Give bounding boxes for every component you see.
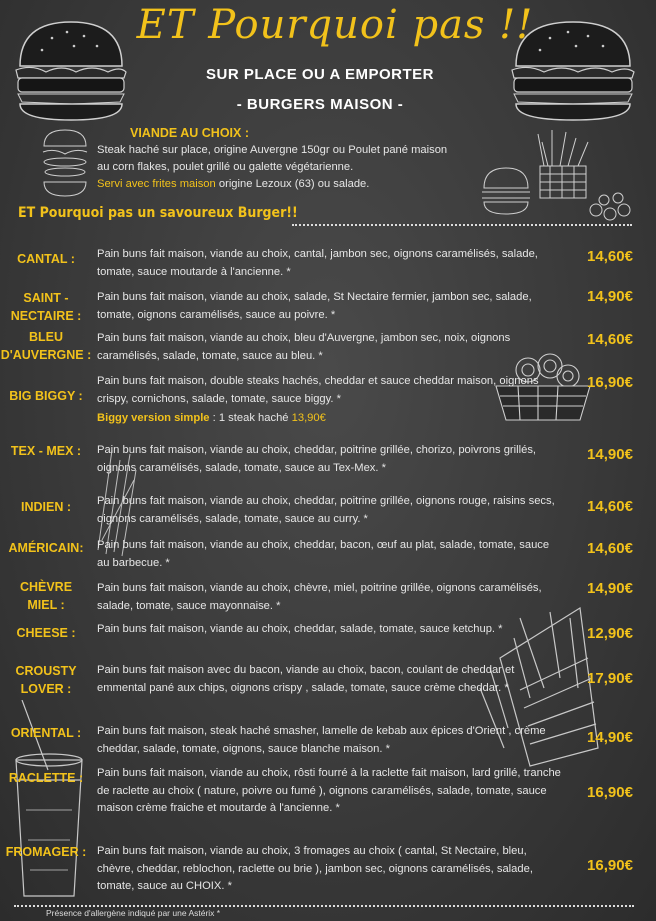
menu-item-name-line: FROMAGER : <box>5 845 87 859</box>
menu-item-description: Pain buns fait maison, viande au choix, chèvre, miel, poitrine grillée, oignons caramélisés, salade, tomate, sauce mayonnaise. * <box>97 582 542 612</box>
menu-item-name <box>0 578 92 614</box>
menu-item-description: Pain buns fait maison, viande au choix, cheddar, poitrine grillée, chorizo, poivrons grillés, oignons caramélisés, salade, tomate, sauce au Tex-Mex. * <box>97 444 537 474</box>
divider <box>14 905 634 907</box>
menu-item-name-line: BIG BIGGY : <box>9 389 83 403</box>
menu-item-name <box>0 498 92 516</box>
menu-item-name <box>0 769 92 787</box>
menu-item-name <box>0 289 92 325</box>
menu-item-price: 17,90€ <box>587 670 633 687</box>
menu-item-name-line: RACLETTE : <box>8 771 84 785</box>
menu-item-name-line: NECTAIRE : <box>10 309 82 323</box>
menu-item-name-line: CROUSTY <box>15 664 77 678</box>
allergen-footnote: Présence d'allergène indiqué par une Astérix * <box>46 908 221 918</box>
menu-item-name-line: CHÈVRE <box>19 580 73 594</box>
burger-illustration-left <box>12 18 130 124</box>
menu-item-description: Pain buns fait maison avec du bacon, viande au choix, bacon, coulant de cheddar et emmental pané aux chips, oignons crispy , salade, tomate, sauce crème cheddar. * <box>97 664 515 694</box>
menu-item-name <box>0 250 92 268</box>
menu-item-name-line: CHEESE : <box>16 626 76 640</box>
page-title: ET Pourquoi pas !! <box>136 2 534 48</box>
slogan: ET Pourquoi pas un savoureux Burger!! <box>18 205 298 221</box>
menu-item-name-line: D'AUVERGNE : <box>0 348 92 362</box>
menu-item-name-line: LOVER : <box>20 682 72 696</box>
viande-line-3 <box>97 176 537 193</box>
burgers-subtitle: - BURGERS MAISON - <box>236 96 404 113</box>
menu-item-price: 14,90€ <box>587 446 633 463</box>
viande-title: VIANDE AU CHOIX : <box>130 126 249 140</box>
divider <box>292 224 632 226</box>
burger-icon <box>40 128 90 200</box>
menu-item-price: 14,90€ <box>587 288 633 305</box>
viande-description <box>97 142 537 193</box>
fries-icon <box>538 130 588 198</box>
menu-item-description: Pain buns fait maison, steak haché smasher, lamelle de kebab aux épices d'Orient , crème cheddar, salade, tomate, oignons, sauce blanche maison. * <box>97 725 546 755</box>
menu-item-name-line: INDIEN : <box>21 500 71 514</box>
viande-line-1: Steak haché sur place, origine Auvergne 150gr ou Poulet pané maison <box>97 144 448 156</box>
service-subtitle: SUR PLACE OU A EMPORTER <box>206 66 434 83</box>
menu-item-description: Pain buns fait maison, viande au choix, rôsti fourré à la raclette fait maison, lard grillé, tranche de raclette au choix ( nature, poivre ou fumé ), oignons caramélisés, salade, tomate, sauce maison crème fraiche et moutarde à l'ancienne. * <box>97 767 561 814</box>
menu-item-name-line: CANTAL : <box>17 252 75 266</box>
menu-item-price: 16,90€ <box>587 784 633 801</box>
biggy-simple-note <box>97 410 326 428</box>
menu-item-name <box>0 328 92 364</box>
onion-rings-icon <box>590 193 630 220</box>
menu-item-name <box>0 539 92 557</box>
menu-item-description: Pain buns fait maison, viande au choix, cantal, jambon sec, oignons caramélisés, salade, tomate, sauce moutarde à l'ancienne. * <box>97 248 538 278</box>
menu-item-name <box>0 843 92 861</box>
menu-item-name-line: MIEL : <box>27 598 65 612</box>
exploded-burger-illustration <box>40 128 90 200</box>
viande-line-2: au corn flakes, poulet grillé ou galette végétarienne. <box>97 161 354 173</box>
burger-icon <box>12 18 130 124</box>
menu-item-price: 14,60€ <box>587 540 633 557</box>
frites-label: Servi avec frites maison <box>97 178 216 190</box>
menu-item-description: Pain buns fait maison, viande au choix, 3 fromages au choix ( cantal, St Nectaire, bleu, chèvre, cheddar, reblochon, raclette ou brie ), jambon sec, oignons caramélisés, salade, tomate, sauce au CHOIX. * <box>97 845 533 892</box>
menu-item-price: 16,90€ <box>587 857 633 874</box>
menu-item-description: Pain buns fait maison, viande au choix, bleu d'Auvergne, jambon sec, noix, oignons caramélisés, salade, tomate, sauce au bleu. * <box>97 332 511 362</box>
menu-item-price: 16,90€ <box>587 374 633 391</box>
menu-item-name <box>0 724 92 742</box>
menu-item-name <box>0 662 92 698</box>
biggy-simple-text: : 1 steak haché <box>209 412 292 424</box>
menu-item-price: 14,60€ <box>587 331 633 348</box>
menu-item-price: 14,90€ <box>587 729 633 746</box>
menu-item-name-line: TEX - MEX : <box>10 444 82 458</box>
viande-line-3-rest: origine Lezoux (63) ou salade. <box>215 178 370 190</box>
menu-item-name <box>0 624 92 642</box>
menu-item-name <box>0 387 92 405</box>
menu-item-description: Pain buns fait maison, viande au choix, salade, St Nectaire fermier, jambon sec, salade, tomate, oignons caramélisés, sauce au poivre. * <box>97 291 532 321</box>
menu-item-name <box>0 442 92 460</box>
biggy-simple-label: Biggy version simple <box>97 412 210 424</box>
menu-item-price: 14,60€ <box>587 248 633 265</box>
biggy-simple-price: 13,90€ <box>291 412 326 424</box>
menu-item-name-line: AMÉRICAIN: <box>8 541 84 555</box>
menu-item-name-line: BLEU <box>28 330 64 344</box>
menu-item-description: Pain buns fait maison, viande au choix, cheddar, bacon, œuf au plat, salade, tomate, sauce au barbecue. * <box>97 539 550 569</box>
menu-item-description: Pain buns fait maison, viande au choix, cheddar, poitrine grillée, oignons rouge, raisins secs, oignons caramélisés, salade, tomate, sauce au curry. * <box>97 495 555 525</box>
menu-item-description: Pain buns fait maison, double steaks hachés, cheddar et sauce cheddar maison, oignons crispy, cornichons, salade, tomate, sauce biggy. * <box>97 375 539 405</box>
menu-item-price: 12,90€ <box>587 625 633 642</box>
menu-item-name-line: ORIENTAL : <box>10 726 82 740</box>
menu-item-name-line: SAINT - <box>23 291 69 305</box>
menu-item-price: 14,60€ <box>587 498 633 515</box>
menu-item-price: 14,90€ <box>587 580 633 597</box>
menu-item-description: Pain buns fait maison, viande au choix, cheddar, salade, tomate, sauce ketchup. * <box>97 623 503 635</box>
